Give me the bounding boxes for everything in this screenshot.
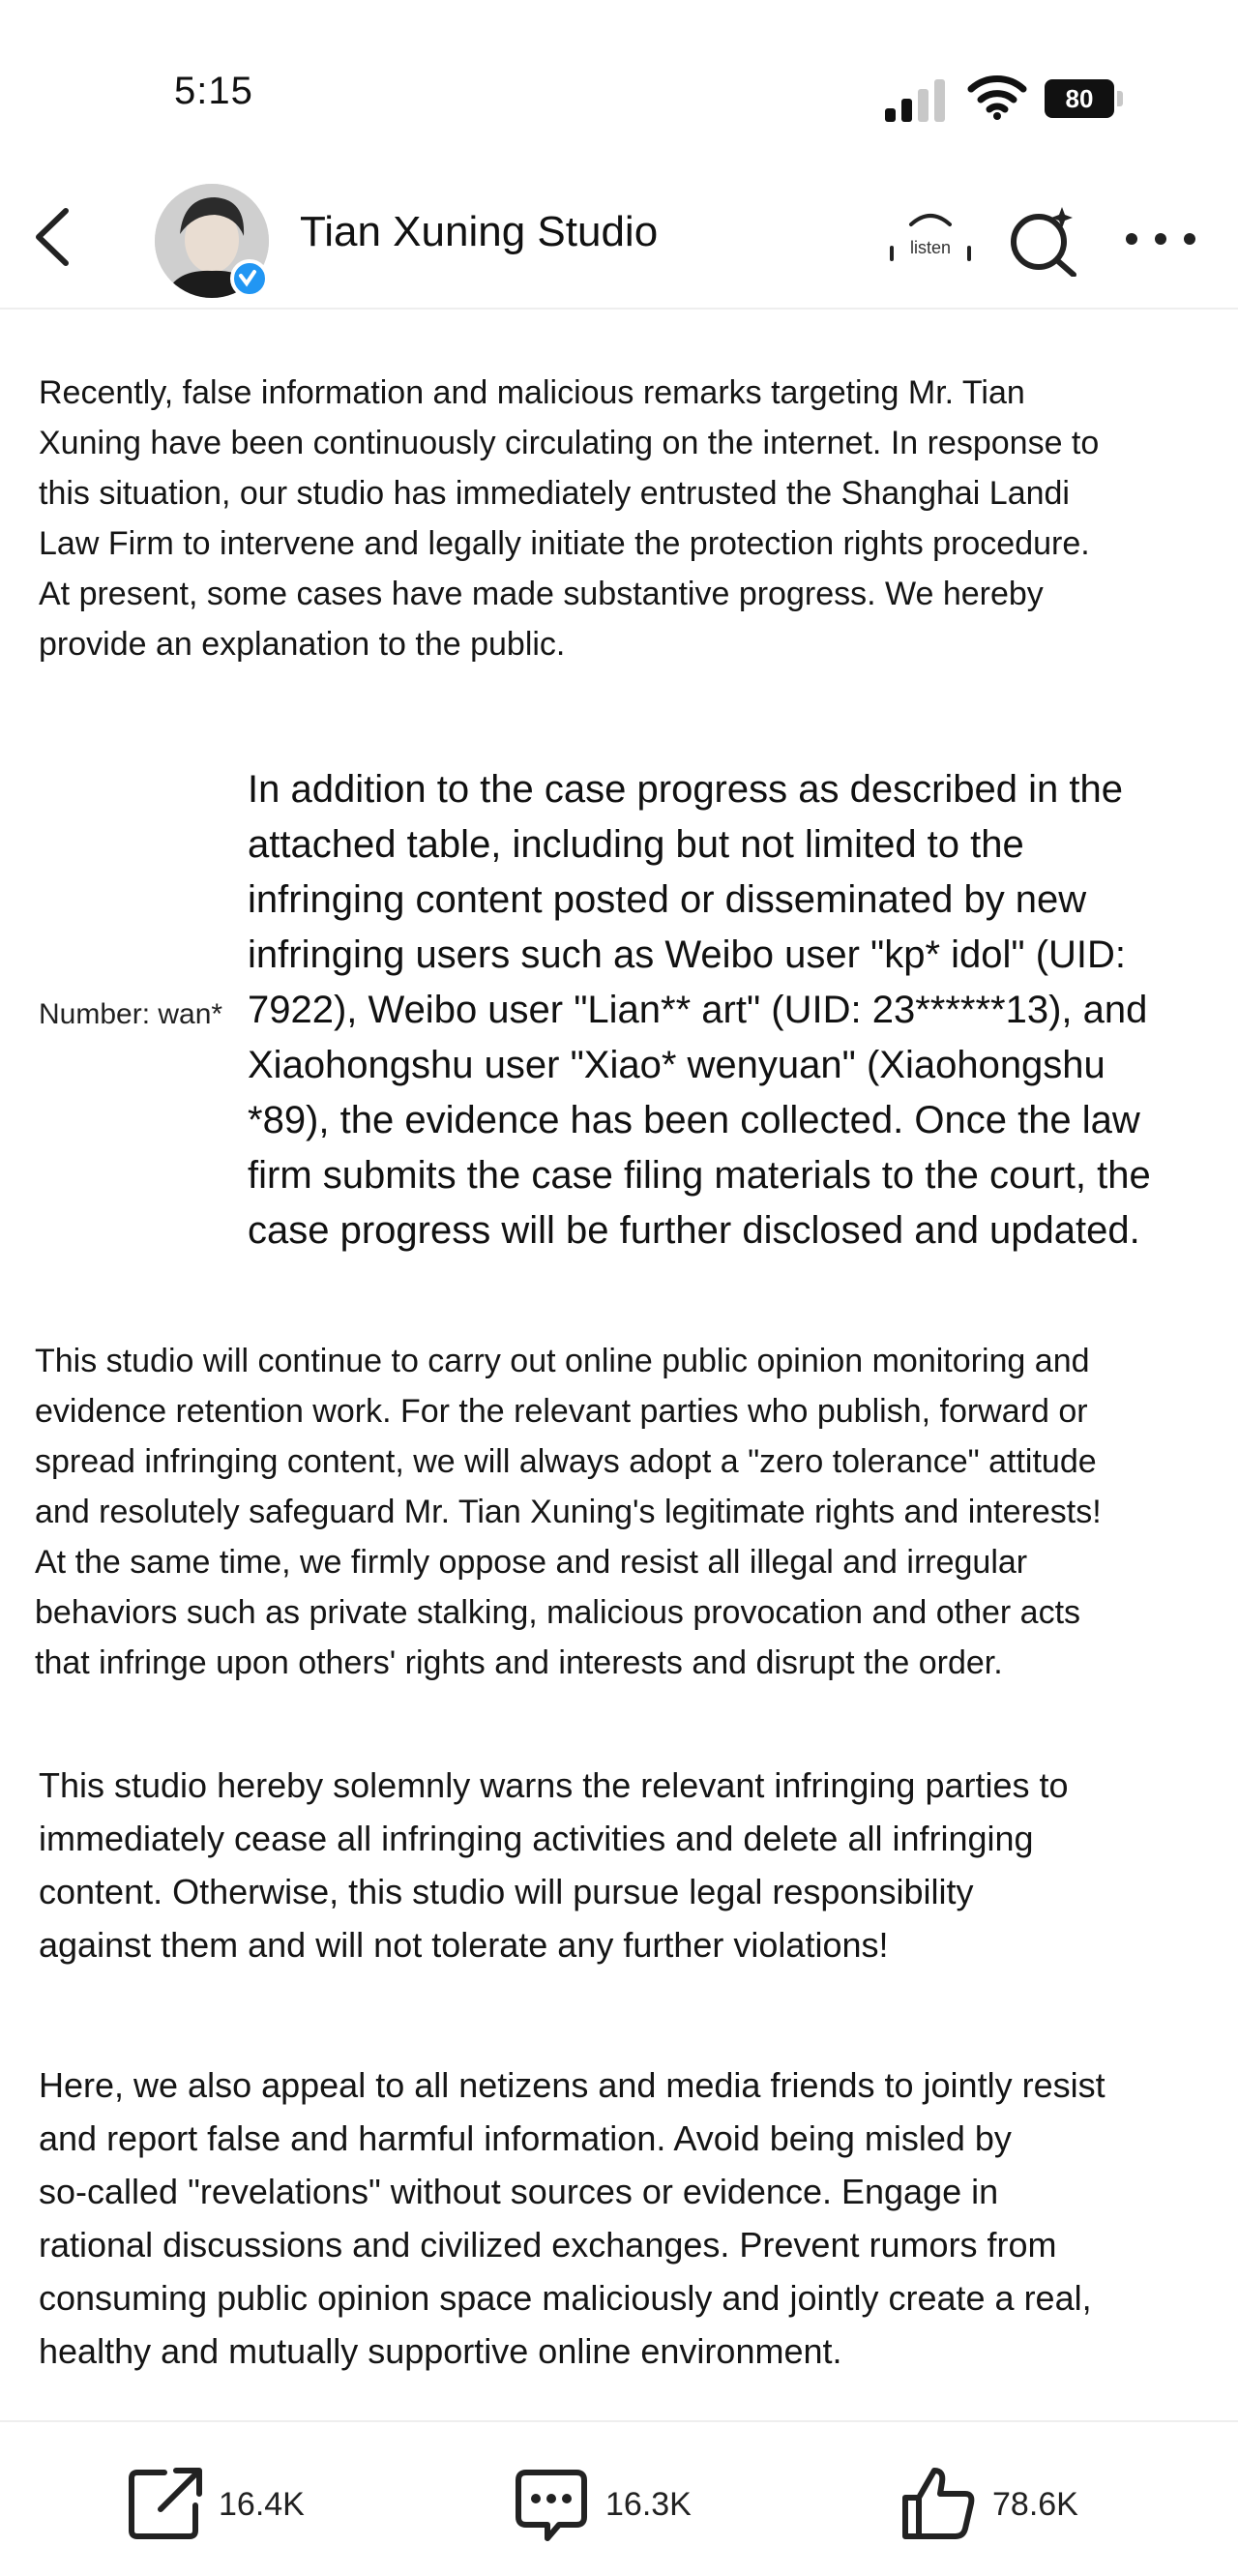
comment-icon (513, 2465, 590, 2542)
ai-search-icon[interactable] (1006, 203, 1079, 277)
signal-icon (885, 77, 947, 122)
header-divider (0, 308, 1238, 310)
share-icon (126, 2465, 203, 2542)
listen-label: listen (909, 238, 952, 257)
battery-level: 80 (1045, 79, 1114, 118)
share-count: 16.4K (219, 2486, 305, 2523)
post-paragraph-1: Recently, false information and malicious remarks targeting Mr. Tian Xuning have been continuously circulating on the internet. In response to this situation, our studio has immediately entrusted the Shanghai Landi Law Firm to intervene and legally initiate the protection rights procedure. At present, some cases have made substantive progress. We hereby provide an explanation to the public. (39, 374, 1100, 663)
post-paragraph-5: Here, we also appeal to all netizens and media friends to jointly resist and report false and harmful information. Avoid being misled by so-called "revelations" without sources or evidence. Engage in rational discussions and civilized exchanges. Prevent rumors from consuming public opinion space maliciously and jointly create a real, healthy and mutually supportive online environment. (39, 2065, 1105, 2371)
share-button[interactable] (126, 2465, 339, 2542)
comment-button[interactable] (513, 2465, 725, 2542)
like-icon (899, 2465, 977, 2542)
listen-button[interactable] (882, 205, 979, 273)
battery-icon (1045, 79, 1126, 118)
footer-divider (0, 2420, 1238, 2422)
status-time: 5:15 (174, 70, 253, 112)
post-paragraph-4: This studio hereby solemnly warns the relevant infringing parties to immediately cease all infringing activities and delete all infringing content. Otherwise, this studio will pursue legal responsibility against them and will not tolerate any further violations! (39, 1765, 1069, 1965)
comment-count: 16.3K (605, 2486, 692, 2523)
more-icon[interactable] (1122, 224, 1199, 253)
post-paragraph-3: This studio will continue to carry out online public opinion monitoring and evidence retention work. For the relevant parties who publish, forward or spread infringing content, we will always adopt a "zero tolerance" attitude and resolutely safeguard Mr. Tian Xuning's legitimate rights and interests! At the same time, we firmly oppose and resist all illegal and irregular behaviors such as private stalking, malicious provocation and other acts that infringe upon others' rights and interests and disrupt the order. (35, 1343, 1102, 1681)
back-arrow-icon[interactable] (29, 203, 77, 271)
verified-badge-icon (230, 259, 269, 298)
number-label: Number: wan* (39, 998, 223, 1030)
like-count: 78.6K (992, 2486, 1078, 2523)
post-callout: In addition to the case progress as described in the attached table, including but not limited to the infringing content posted or disseminated by new infringing users such as Weibo user "kp* idol" (UID: 7922), Weibo user "Lian** art" (UID: 23******13), and Xiaohongshu user "Xiao* wenyuan" (Xiaohongshu *89), the evidence has been collected. Once the law firm submits the case filing materials to the court, the case progress will be further disclosed and updated. (248, 768, 1151, 1252)
wifi-icon (967, 74, 1027, 120)
page-title[interactable]: Tian Xuning Studio (300, 208, 659, 255)
like-button[interactable] (899, 2465, 1112, 2542)
